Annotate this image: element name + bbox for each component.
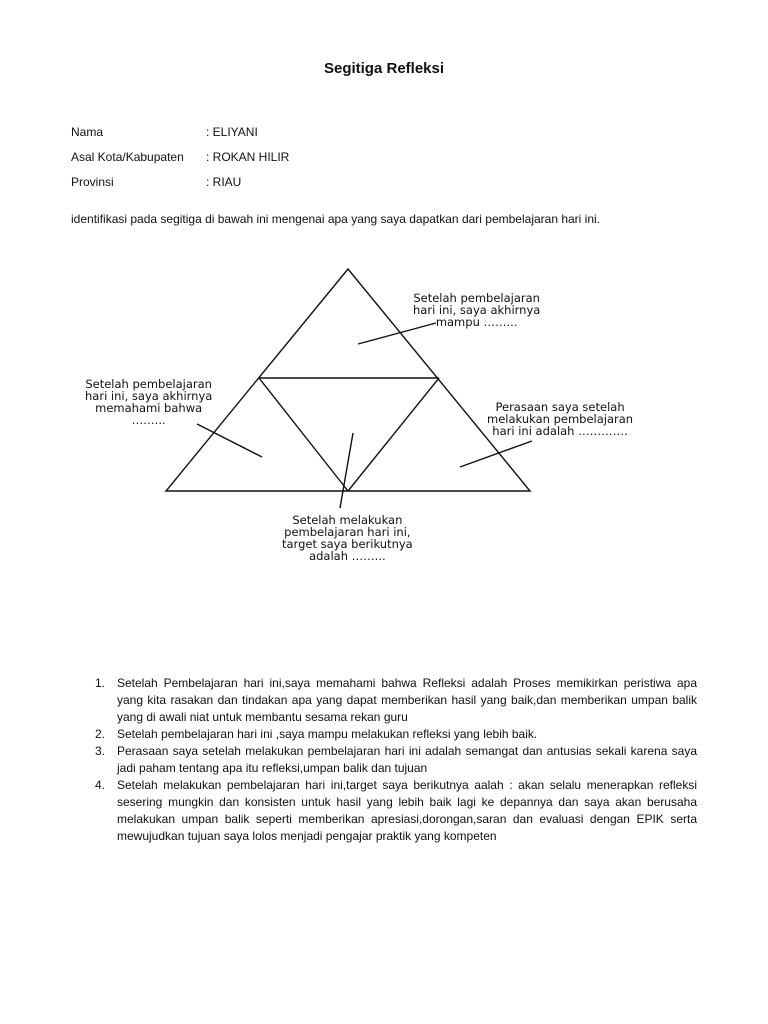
- inner-right-line: [348, 378, 439, 491]
- label-line: Setelah pembelajaran: [413, 291, 540, 305]
- info-value: : ELIYANI: [206, 125, 258, 139]
- list-text: Setelah melakukan pembelajaran hari ini,target saya berikutnya aalah : akan selalu menerapkan refleksi sesering mungkin dan konsisten untuk hasil yang lebih baik lagi ke depannya dan saya akan berusaha melakukan umpan balik seperti memberikan apresiasi,dorongan,saran dan evaluasi dengan EPIK serta mewujudkan tujuan saya lolos menjadi pengajar praktik yang kompeten: [117, 778, 697, 843]
- label-line: mampu ……...: [435, 315, 518, 329]
- label-line: melakukan pembelajaran: [487, 412, 634, 426]
- label-bottom: [282, 514, 413, 562]
- label-line: target saya berikutnya: [282, 537, 413, 551]
- pointer-bottom: [340, 433, 353, 508]
- list-text: Setelah pembelajaran hari ini ,saya mampu melakukan refleksi yang lebih baik.: [117, 727, 538, 741]
- label-line: Perasaan saya setelah: [495, 400, 625, 414]
- label-line: hari ini adalah ………….: [492, 424, 628, 438]
- info-value: : RIAU: [206, 175, 242, 189]
- label-line: adalah ……...: [309, 549, 386, 563]
- list-item: [95, 743, 697, 777]
- info-label: Nama: [71, 125, 104, 139]
- info-value: : ROKAN HILIR: [206, 150, 290, 164]
- label-line: pembelajaran hari ini,: [284, 525, 411, 539]
- answers-list: [95, 675, 697, 845]
- label-line: hari ini, saya akhirnya: [413, 303, 541, 317]
- list-number: 2.: [95, 727, 106, 741]
- pointer-right: [460, 441, 532, 467]
- label-line: Setelah pembelajaran: [85, 377, 212, 391]
- list-number: 4.: [95, 778, 106, 792]
- intro-text: identifikasi pada segitiga di bawah ini mengenai apa yang saya dapatkan dari pembelajaran hari ini.: [71, 212, 601, 226]
- list-number: 3.: [95, 744, 106, 758]
- label-line: Setelah melakukan: [292, 513, 403, 527]
- list-item: [95, 675, 697, 726]
- inner-left-line: [259, 378, 348, 491]
- label-right: [487, 401, 633, 437]
- list-item: [95, 777, 697, 845]
- label-line: memahami bahwa: [95, 401, 203, 415]
- list-item: [95, 726, 697, 743]
- document-title: Segitiga Refleksi: [323, 60, 445, 77]
- label-line: hari ini, saya akhirnya: [85, 389, 213, 403]
- info-label: Asal Kota/Kabupaten: [71, 150, 184, 164]
- list-number: 1.: [95, 676, 106, 690]
- list-text: Perasaan saya setelah melakukan pembelajaran hari ini adalah semangat dan antusias sekali karena saya jadi paham tentang apa itu refleksi,umpan balik dan tujuan: [117, 744, 697, 775]
- label-top-right: [413, 292, 540, 328]
- info-label: Provinsi: [71, 175, 114, 189]
- reflection-triangle-diagram: [0, 250, 768, 590]
- label-left: [85, 378, 212, 426]
- list-text: Setelah Pembelajaran hari ini,saya memahami bahwa Refleksi adalah Proses memikirkan peristiwa apa yang kita rasakan dan tindakan apa yang dapat memberikan hasil yang baik,dan memberikan umpan balik yang di awali niat untuk membantu sesama rekan guru: [117, 676, 697, 724]
- label-line: ……...: [131, 413, 166, 427]
